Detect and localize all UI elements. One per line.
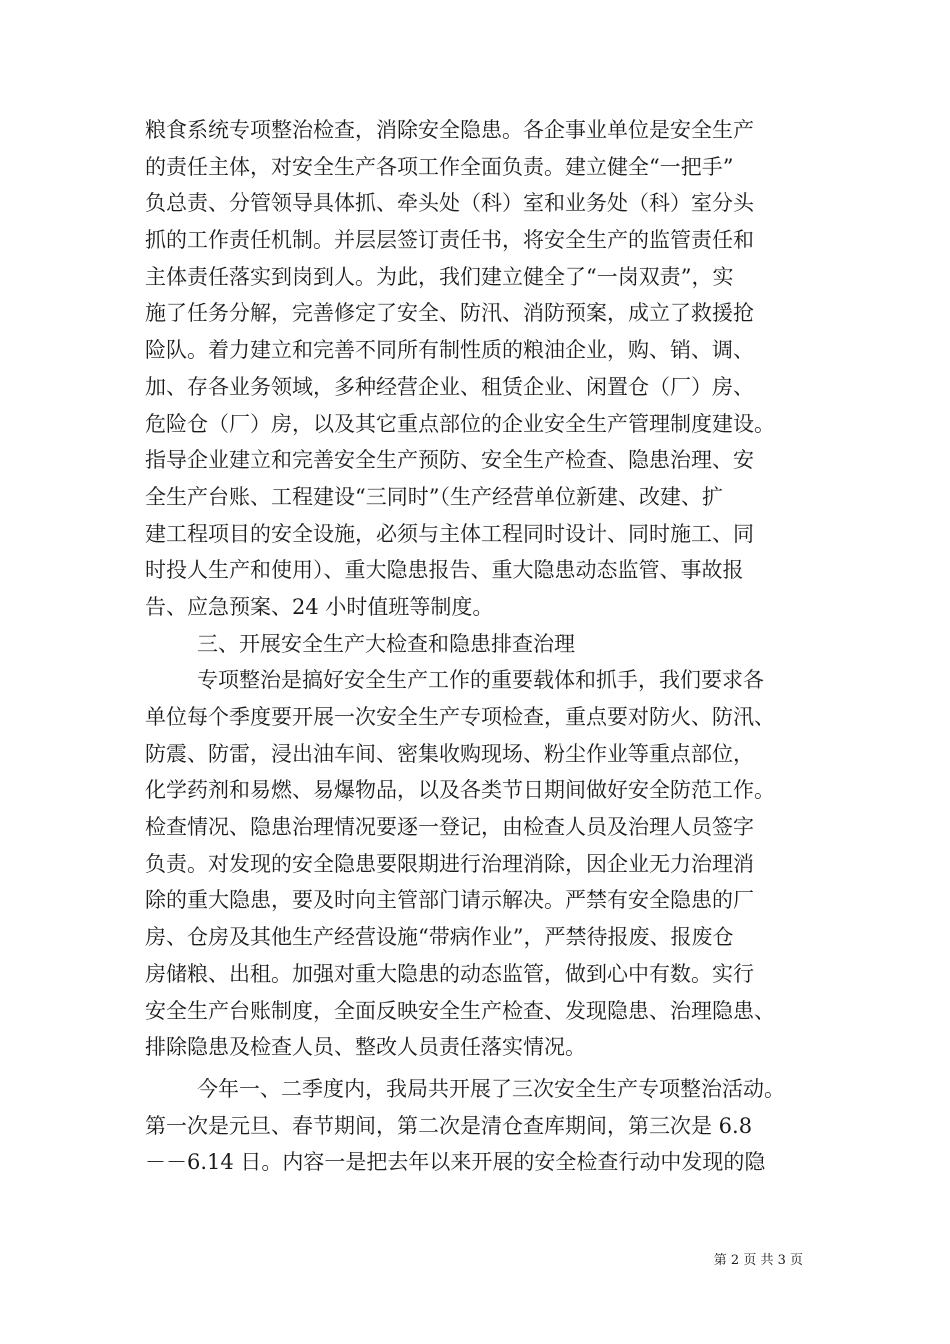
text-line: 安全生产台账制度，全面反映安全生产检查、发现隐患、治理隐患、 xyxy=(145,998,775,1023)
text-line: 今年一、二季度内，我局共开展了三次安全生产专项整治活动。 xyxy=(197,1076,785,1101)
text-line: 专项整治是搞好安全生产工作的重要载体和抓手，我们要求各 xyxy=(197,668,764,693)
text-line: 施了任务分解，完善修定了安全、防汛、消防预案，成立了救援抢 xyxy=(145,301,754,326)
text-line: 时投人生产和使用）、重大隐患报告、重大隐患动态监管、事故报 xyxy=(145,558,744,583)
paragraph-inspection xyxy=(145,662,825,1066)
text-line: 粮食系统专项整治检查，消除安全隐患。各企事业单位是安全生产 xyxy=(145,118,754,142)
text-line: 房、仓房及其他生产经营设施“带病作业”，严禁待报废、报废仓 xyxy=(145,925,734,950)
section-heading: 三、开展安全生产大检查和隐患排查治理 xyxy=(197,631,575,656)
text-line: 建工程项目的安全设施，必须与主体工程同时设计、同时施工、同 xyxy=(145,521,754,546)
text-line: 指导企业建立和完善安全生产预防、安全生产检查、隐患治理、安 xyxy=(145,448,754,473)
text-line: 主体责任落实到岗到人。为此，我们建立健全了“一岗双责”，实 xyxy=(145,264,734,289)
text-line: 除的重大隐患，要及时向主管部门请示解决。严禁有安全隐患的厂 xyxy=(145,888,754,913)
text-line: 检查情况、隐患治理情况要逐一登记，由检查人员及治理人员签字 xyxy=(145,815,754,840)
text-line: 房储粮、出租。加强对重大隐患的动态监管，做到心中有数。实行 xyxy=(145,961,754,986)
document-body xyxy=(145,112,825,1181)
text-line: －－6.14 日。内容一是把去年以来开展的安全检查行动中发现的隐 xyxy=(145,1150,766,1175)
text-line: 防震、防雷，浸出油车间、密集收购现场、粉尘作业等重点部位， xyxy=(145,741,754,766)
text-line: 的责任主体，对安全生产各项工作全面负责。建立健全“一把手” xyxy=(145,154,734,179)
text-line: 排除隐患及检查人员、整改人员责任落实情况。 xyxy=(145,1035,586,1060)
text-line: 抓的工作责任机制。并层层签订责任书，将安全生产的监管责任和 xyxy=(145,228,754,253)
paragraph-responsibility xyxy=(145,112,825,626)
text-line: 化学药剂和易燃、易爆物品，以及各类节日期间做好安全防范工作。 xyxy=(145,778,775,803)
text-line: 负责。对发现的安全隐患要限期进行治理消除，因企业无力治理消 xyxy=(145,851,754,876)
text-line: 负总责、分管领导具体抓、牵头处（科）室和业务处（科）室分头 xyxy=(145,191,754,216)
text-line: 告、应急预案、24 小时值班等制度。 xyxy=(145,594,494,619)
paragraph-activities xyxy=(145,1071,825,1181)
page-number: 第 2 页 共 3 页 xyxy=(713,1253,803,1268)
text-line: 单位每个季度要开展一次安全生产专项检查，重点要对防火、防汛、 xyxy=(145,705,775,729)
text-line: 危险仓（厂）房，以及其它重点部位的企业安全生产管理制度建设。 xyxy=(145,411,775,436)
text-line: 全生产台账、工程建设“三同时”（生产经营单位新建、改建、扩 xyxy=(145,484,723,509)
text-line: 险队。着力建立和完善不同所有制性质的粮油企业，购、销、调、 xyxy=(145,338,754,363)
text-line: 第一次是元旦、春节期间，第二次是清仓查库期间，第三次是 6.8 xyxy=(145,1113,753,1138)
text-line: 加、存各业务领域，多种经营企业、租赁企业、闲置仓（厂）房、 xyxy=(145,374,754,399)
